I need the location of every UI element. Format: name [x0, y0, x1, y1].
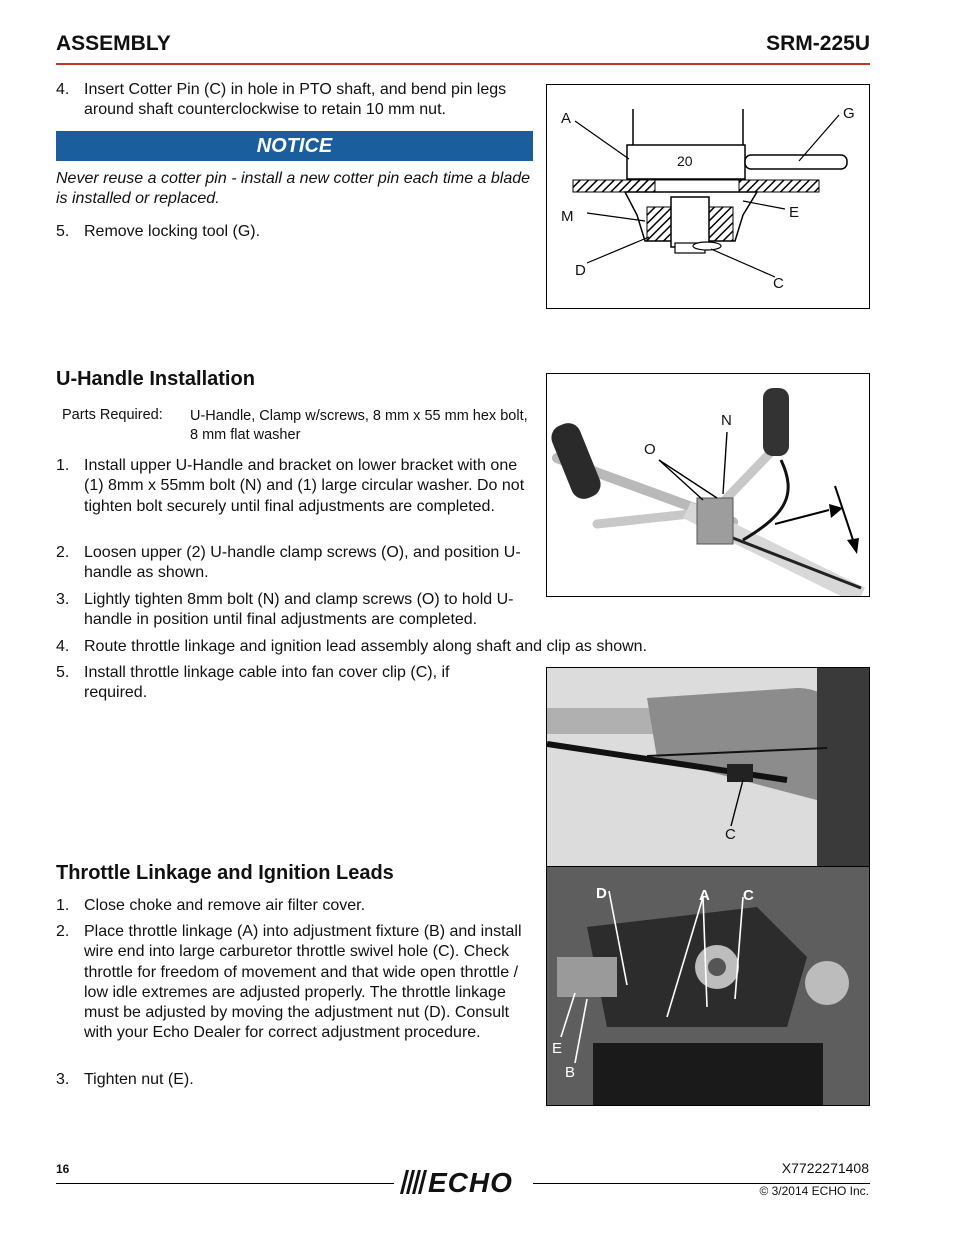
parts-required-label: Parts Required:: [62, 407, 163, 423]
label-c: C: [773, 275, 784, 292]
label-e: E: [789, 204, 800, 221]
echo-logo: [394, 1166, 533, 1198]
label-e-carb: E: [552, 1040, 563, 1057]
uhandle-heading: U-Handle Installation: [56, 368, 255, 390]
part-number: X7722271408: [781, 1160, 869, 1176]
label-d: D: [575, 262, 586, 279]
notice-text: Never reuse a cotter pin - install a new cotter pin each time a blade is installed or replaced.: [56, 170, 531, 207]
label-n: N: [721, 412, 732, 429]
uhandle-photo: [546, 373, 870, 597]
label-a-carb: A: [699, 887, 710, 904]
echo-logo-text: ECHO: [428, 1167, 513, 1198]
footer-rule-left: [56, 1183, 394, 1184]
label-m: M: [561, 208, 574, 225]
label-o: O: [644, 441, 656, 458]
label-b-carb: B: [565, 1064, 576, 1081]
throttle-heading: Throttle Linkage and Ignition Leads: [56, 862, 394, 884]
notice-banner: NOTICE: [56, 131, 533, 161]
fan-cover-clip-photo: [546, 667, 870, 867]
label-g: G: [843, 105, 855, 122]
page-number: 16: [56, 1162, 70, 1176]
parts-required-value: U-Handle, Clamp w/screws, 8 mm x 55 mm hex bolt, 8 mm flat washer: [190, 408, 528, 443]
blade-mount-drawing: [547, 85, 869, 308]
label-d-carb: D: [596, 885, 607, 902]
blade-mount-diagram: [546, 84, 870, 309]
carburetor-photo: [546, 866, 870, 1106]
label-a: A: [561, 110, 572, 127]
label-c-carb: C: [743, 887, 754, 904]
model-name: SRM-225U: [766, 32, 870, 55]
label-20: 20: [677, 153, 693, 169]
fan-cover-illustration: [547, 668, 869, 866]
copyright: © 3/2014 ECHO Inc.: [759, 1184, 869, 1198]
uhandle-illustration: [547, 374, 869, 596]
section-title: ASSEMBLY: [56, 32, 171, 55]
header-rule: [56, 63, 870, 65]
label-c-fan: C: [725, 826, 736, 843]
